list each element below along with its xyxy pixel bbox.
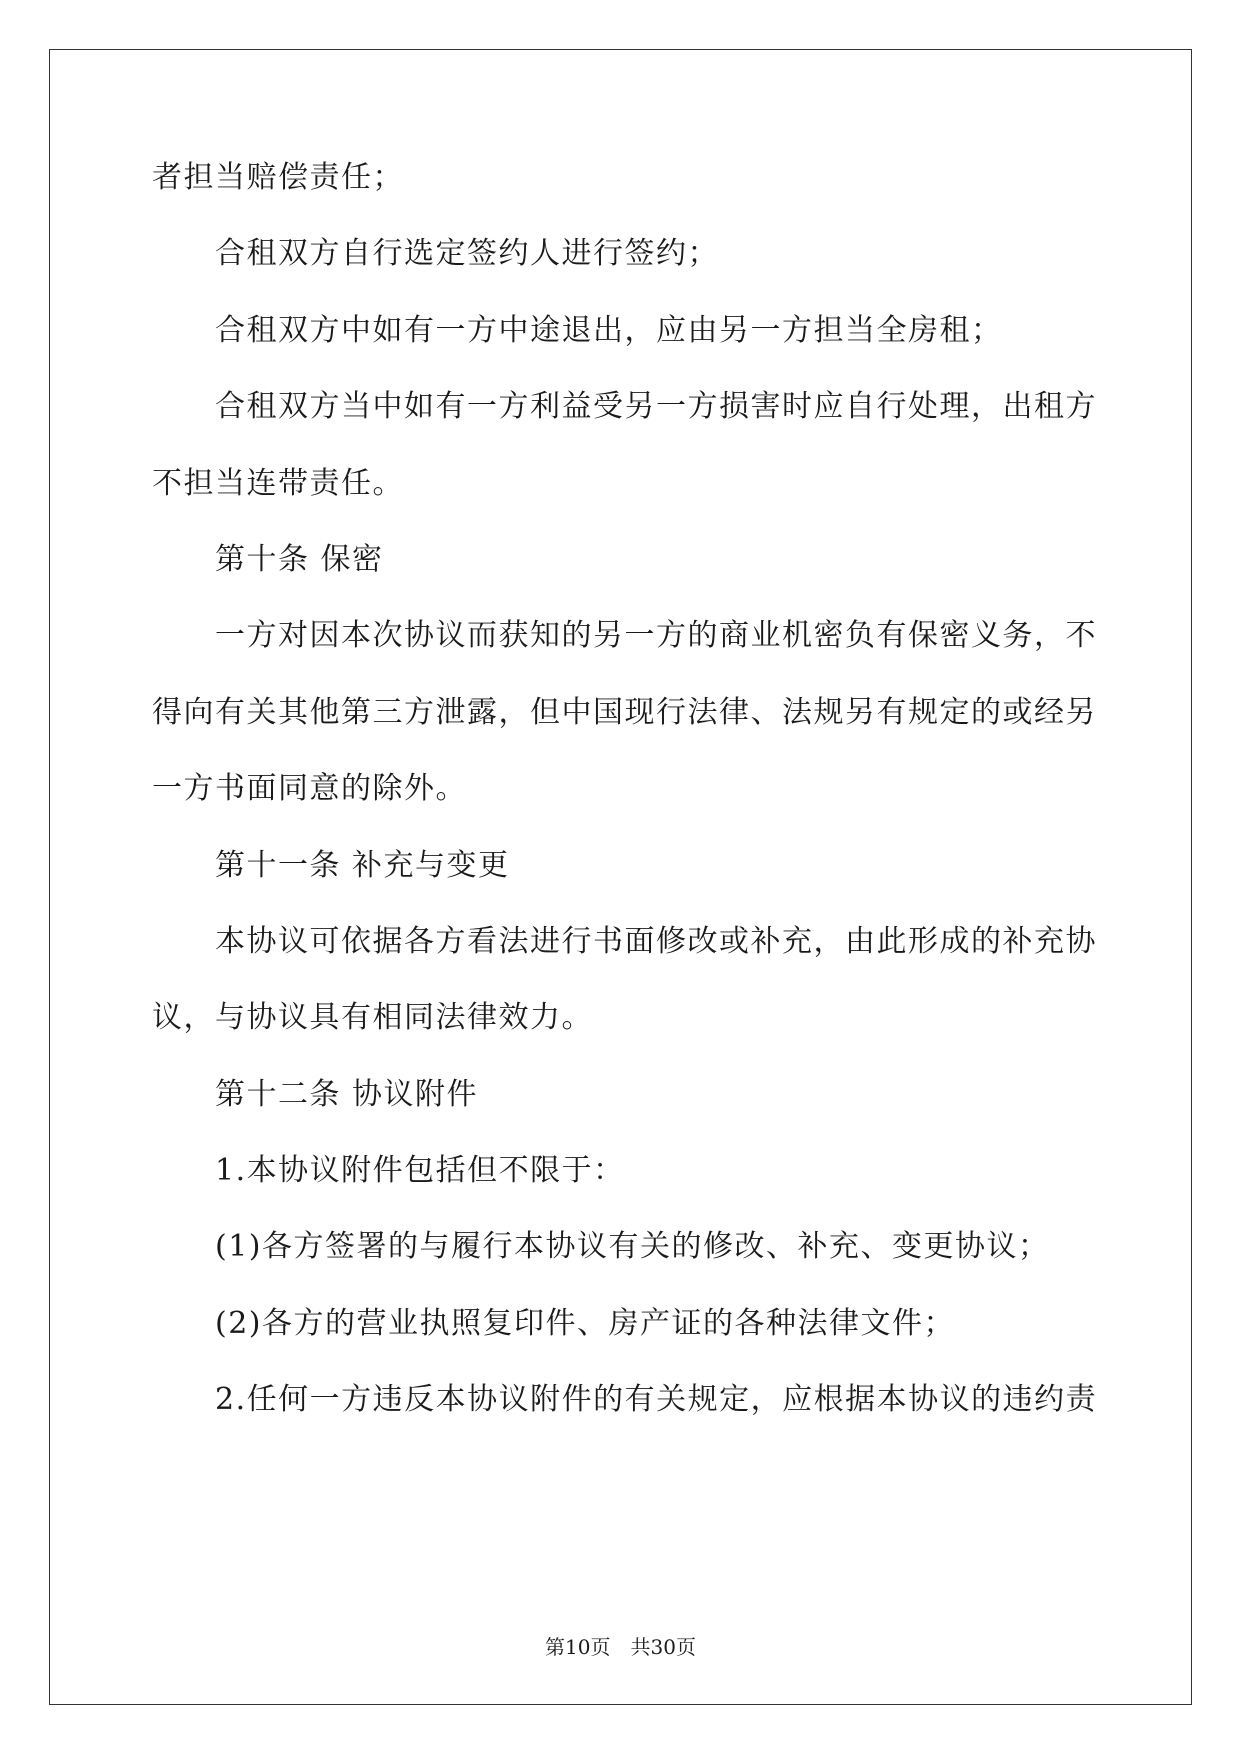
list-item: (2)各方的营业执照复印件、房产证的各种法律文件； [215,1305,955,1341]
list-item: 1.本协议附件包括但不限于： [215,1153,625,1189]
text-line: 一方书面同意的除外。 [152,771,467,807]
section-heading: 第十二条 协议附件 [215,1076,479,1112]
document-body [152,160,1098,1462]
section-heading: 第十一条 补充与变更 [215,847,510,883]
section-heading: 第十条 保密 [215,541,384,577]
list-item: 2.任何一方违反本协议附件的有关规定，应根据本协议的违约责 [215,1382,1098,1418]
list-item: (1)各方签署的与履行本协议有关的修改、补充、变更协议； [215,1229,1050,1265]
text-line: 本协议可依据各方看法进行书面修改或补充，由此形成的补充协 [215,923,1097,959]
page-footer [0,1631,1241,1660]
page-total: 共30页 [630,1635,696,1659]
text-line: 一方对因本次协议而获知的另一方的商业机密负有保密义务，不 [215,618,1097,654]
text-line: 不担当连带责任。 [152,465,404,501]
text-line: 合租双方当中如有一方利益受另一方损害时应自行处理，出租方 [215,389,1097,425]
text-line: 合租双方自行选定签约人进行签约； [215,236,719,272]
text-line: 合租双方中如有一方中途退出，应由另一方担当全房租； [215,312,1003,348]
text-line: 者担当赔偿责任； [152,160,404,195]
page-number: 第10页 [545,1635,611,1659]
text-line: 得向有关其他第三方泄露，但中国现行法律、法规另有规定的或经另 [152,694,1097,730]
text-line: 议，与协议具有相同法律效力。 [152,1000,593,1036]
